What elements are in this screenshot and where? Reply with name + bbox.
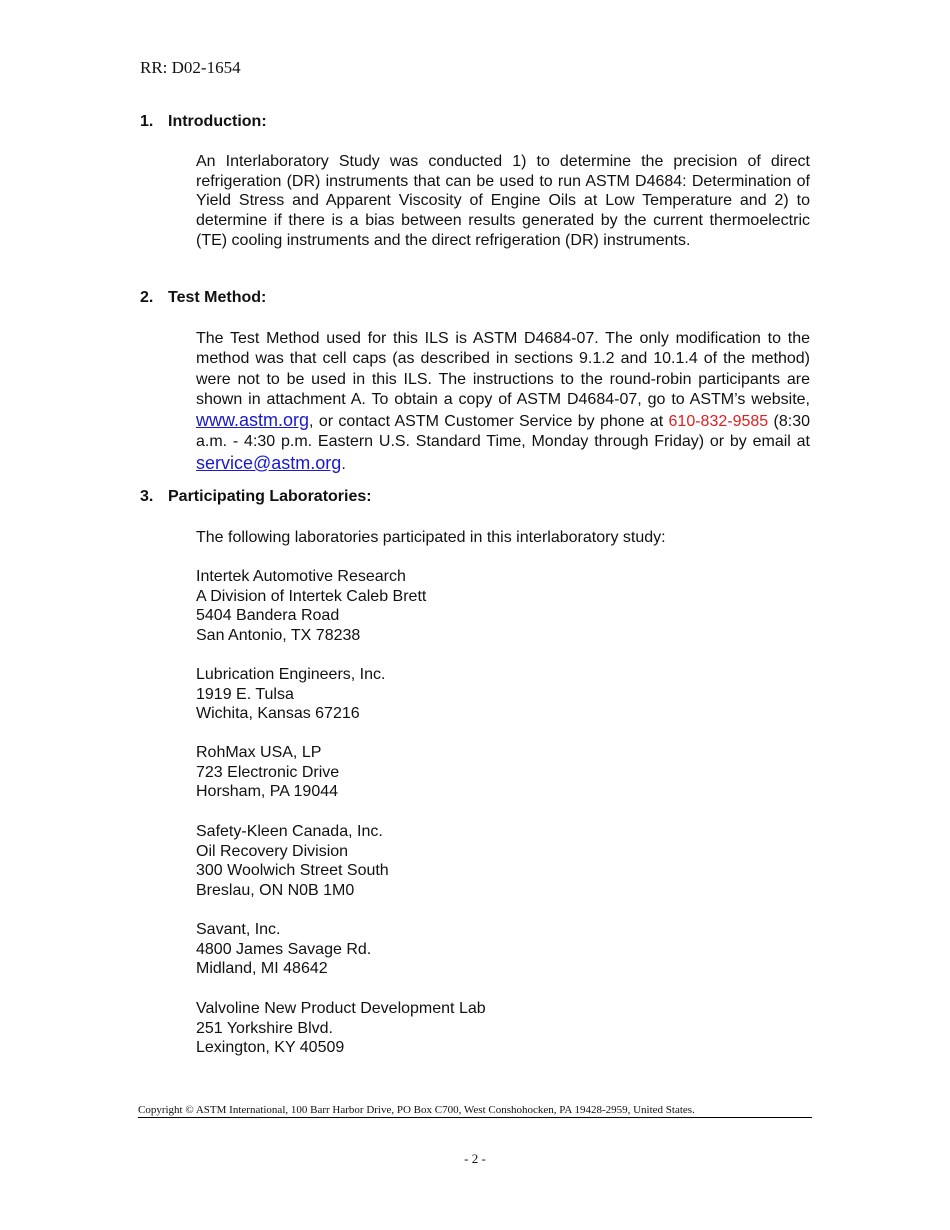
section-heading-participating-labs — [140, 488, 372, 506]
test-method-paragraph — [196, 329, 810, 475]
introduction-paragraph: An Interlaboratory Study was conducted 1) to determine the precision of direct refrigeration (DR) instruments that can be used to run ASTM D4684: Determination of Yield Stress and Apparent Viscosity of Engine Oils at Low Temperature and 2) to determine if there is a bias between results generated by the current thermoelectric (TE) cooling instruments and the direct refrigeration (DR) instruments. — [196, 153, 810, 249]
lab-entry — [196, 567, 426, 646]
lab-line: San Antonio, TX 78238 — [196, 627, 361, 645]
lab-line: 251 Yorkshire Blvd. — [196, 1019, 333, 1037]
lab-line: Lexington, KY 40509 — [196, 1039, 345, 1057]
lab-line: 5404 Bandera Road — [196, 607, 340, 625]
lab-line: Intertek Automotive Research — [196, 568, 406, 585]
section-title: Introduction: — [168, 113, 267, 130]
lab-line: Lubrication Engineers, Inc. — [196, 666, 386, 683]
lab-line: A Division of Intertek Caleb Brett — [196, 587, 427, 605]
section-number: 1. — [140, 113, 154, 130]
page-number: - 2 - — [464, 1151, 486, 1166]
service-email-link[interactable]: service@astm.org — [196, 452, 342, 473]
section-title: Test Method: — [168, 289, 267, 306]
lab-line: Breslau, ON N0B 1M0 — [196, 882, 355, 900]
section-heading-test-method — [140, 289, 266, 307]
section-number: 3. — [140, 488, 154, 505]
lab-entry — [196, 743, 339, 802]
lab-entry — [196, 665, 385, 724]
test-method-text: The Test Method used for this ILS is ASTM D4684-07. The only modification to the method was that cell caps (as described in sections 9.1.2 and 10.1.4 of the method) were not to be used in this ILS. The instructions to the round-robin participants are shown in attachment A. To obtain a copy of ASTM D4684-07, go to ASTM’s website, — [196, 330, 810, 408]
lab-line: 4800 James Savage Rd. — [196, 940, 372, 958]
copyright-footer: Copyright © ASTM International, 100 Barr Harbor Drive, PO Box C700, West Conshohocken, PA 19428-2959, United States. — [138, 1104, 812, 1118]
lab-line: 1919 E. Tulsa — [196, 685, 294, 703]
astm-website-link[interactable]: www.astm.org — [196, 410, 310, 431]
test-method-text: , or contact ASTM Customer Service by phone at — [309, 413, 669, 431]
lab-line: 723 Electronic Drive — [196, 763, 340, 781]
lab-entry — [196, 920, 371, 979]
document-id: RR: D02-1654 — [140, 58, 241, 77]
lab-line: Horsham, PA 19044 — [196, 783, 339, 801]
lab-line: 300 Woolwich Street South — [196, 862, 389, 880]
customer-service-phone: 610-832-9585 — [668, 413, 769, 431]
test-method-text: . — [341, 455, 346, 473]
lab-line: Savant, Inc. — [196, 921, 281, 938]
lab-entry — [196, 999, 486, 1058]
section-title: Participating Laboratories: — [168, 488, 372, 505]
lab-line: Wichita, Kansas 67216 — [196, 705, 360, 723]
lab-line: Valvoline New Product Development Lab — [196, 1000, 486, 1017]
lab-line: RohMax USA, LP — [196, 744, 322, 761]
lab-entry — [196, 822, 389, 901]
section-number: 2. — [140, 289, 154, 306]
labs-intro: The following laboratories participated in this interlaboratory study: — [196, 529, 666, 546]
lab-line: Midland, MI 48642 — [196, 960, 328, 978]
lab-line: Safety-Kleen Canada, Inc. — [196, 823, 383, 840]
lab-line: Oil Recovery Division — [196, 842, 349, 860]
test-method-text: (8:30 a.m. - 4:30 p.m. Eastern U.S. Standard Time, Monday through Friday) or by email at — [196, 413, 810, 451]
section-heading-introduction — [140, 113, 267, 131]
